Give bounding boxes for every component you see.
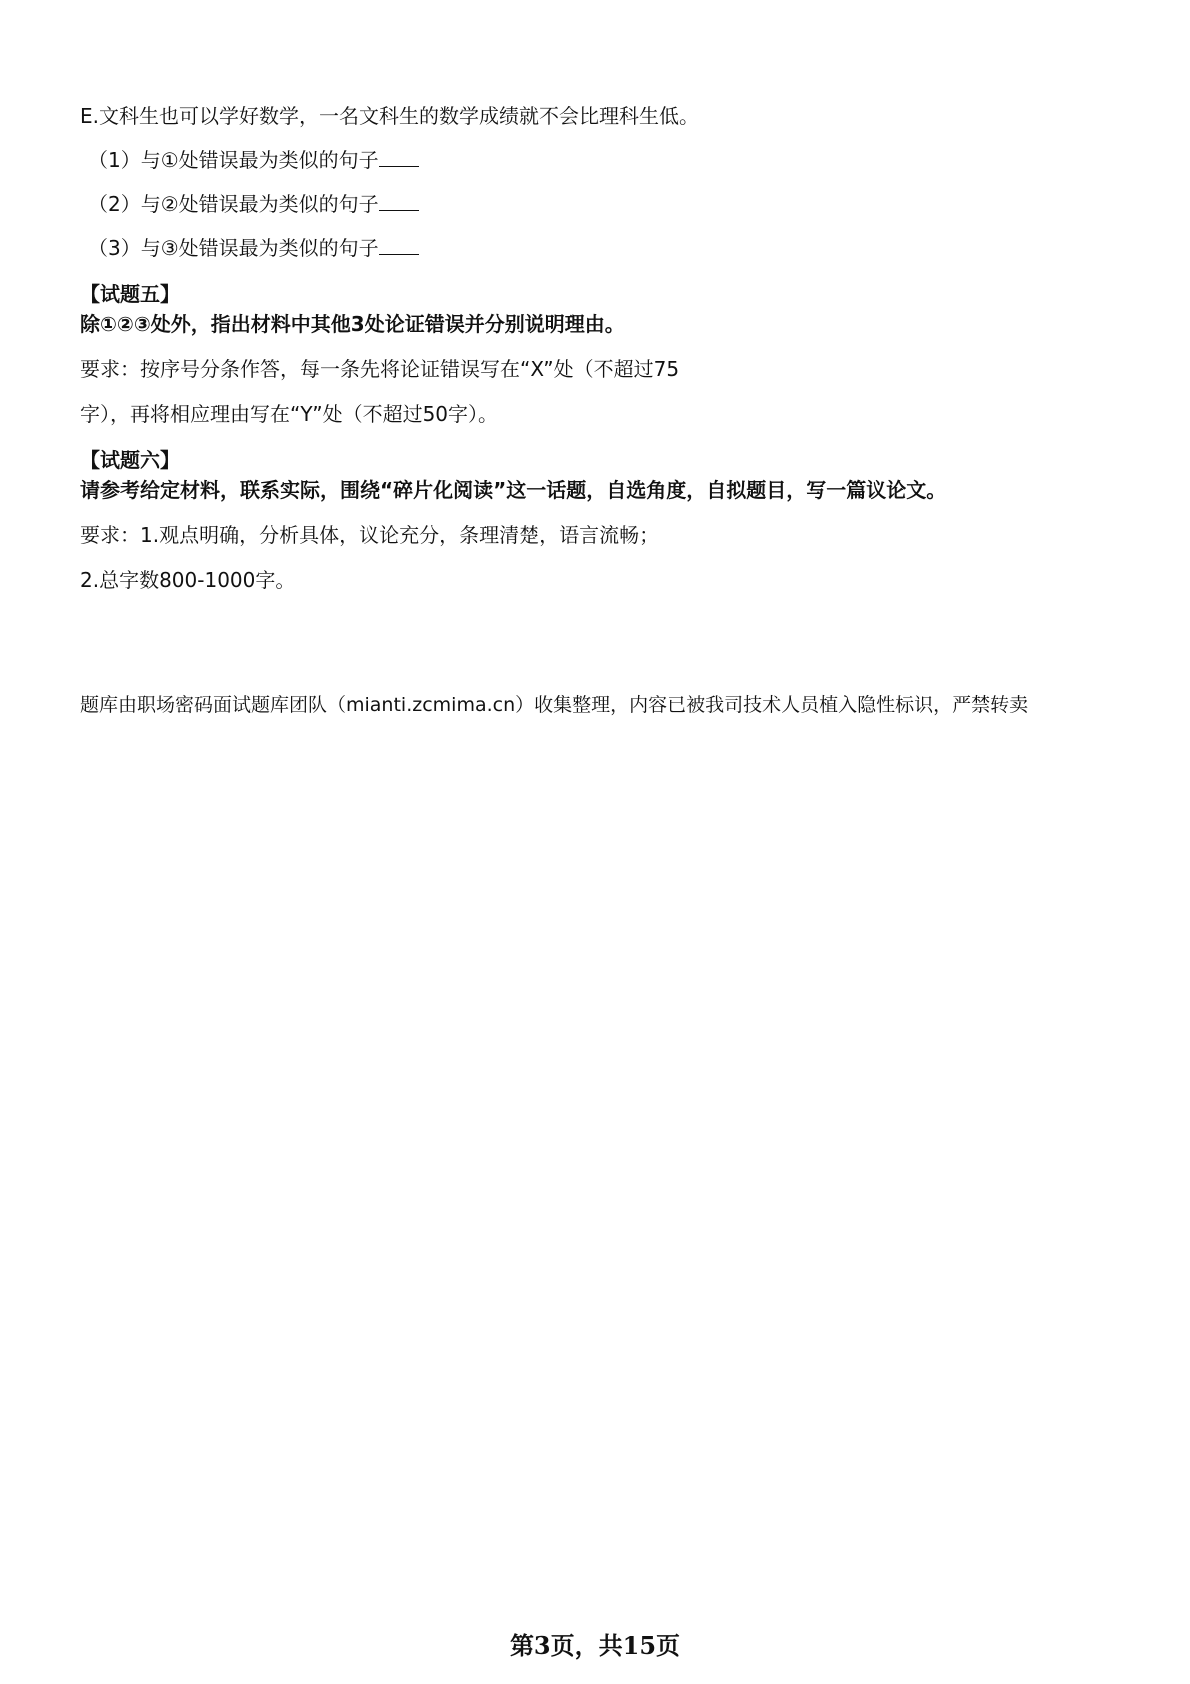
option-e-text: E.文科生也可以学好数学，一名文科生的数学成绩就不会比理科生低。 [80,104,699,128]
q5-heading: 【试题五】 [80,282,180,306]
q5-prompt: 除①②③处外，指出材料中其他3处论证错误并分别说明理由。 [80,312,625,336]
subquestion-3-text: （3）与③处错误最为类似的句子 [88,236,379,260]
q6-heading: 【试题六】 [80,448,180,472]
copyright-notice: 题库由职场密码面试题库团队（mianti.zcmima.cn）收集整理，内容已被我司技术人员植入隐性标识，严禁转卖 [80,694,1029,716]
subquestion-1-text: （1）与①处错误最为类似的句子 [88,148,379,172]
q6-prompt: 请参考给定材料，联系实际，围绕“碎片化阅读”这一话题，自选角度，自拟题目，写一篇议论文。 [80,478,947,502]
answer-blank-2 [379,192,419,211]
q5-requirement-line1: 要求：按序号分条作答，每一条先将论证错误写在“X”处（不超过75 [80,357,680,381]
subquestion-1 [88,146,419,174]
q5-requirement-line2: 字），再将相应理由写在“Y”处（不超过50字）。 [80,402,499,426]
answer-blank-1 [379,148,419,167]
q6-requirement-line2: 2.总字数800-1000字。 [80,568,296,592]
answer-blank-3 [379,236,419,255]
page-number-footer: 第3页，共15页 [509,1631,681,1660]
subquestion-2-text: （2）与②处错误最为类似的句子 [88,192,379,216]
subquestion-3 [88,234,419,262]
q6-requirement-line1: 要求：1.观点明确，分析具体，议论充分，条理清楚，语言流畅； [80,523,660,547]
subquestion-2 [88,190,419,218]
